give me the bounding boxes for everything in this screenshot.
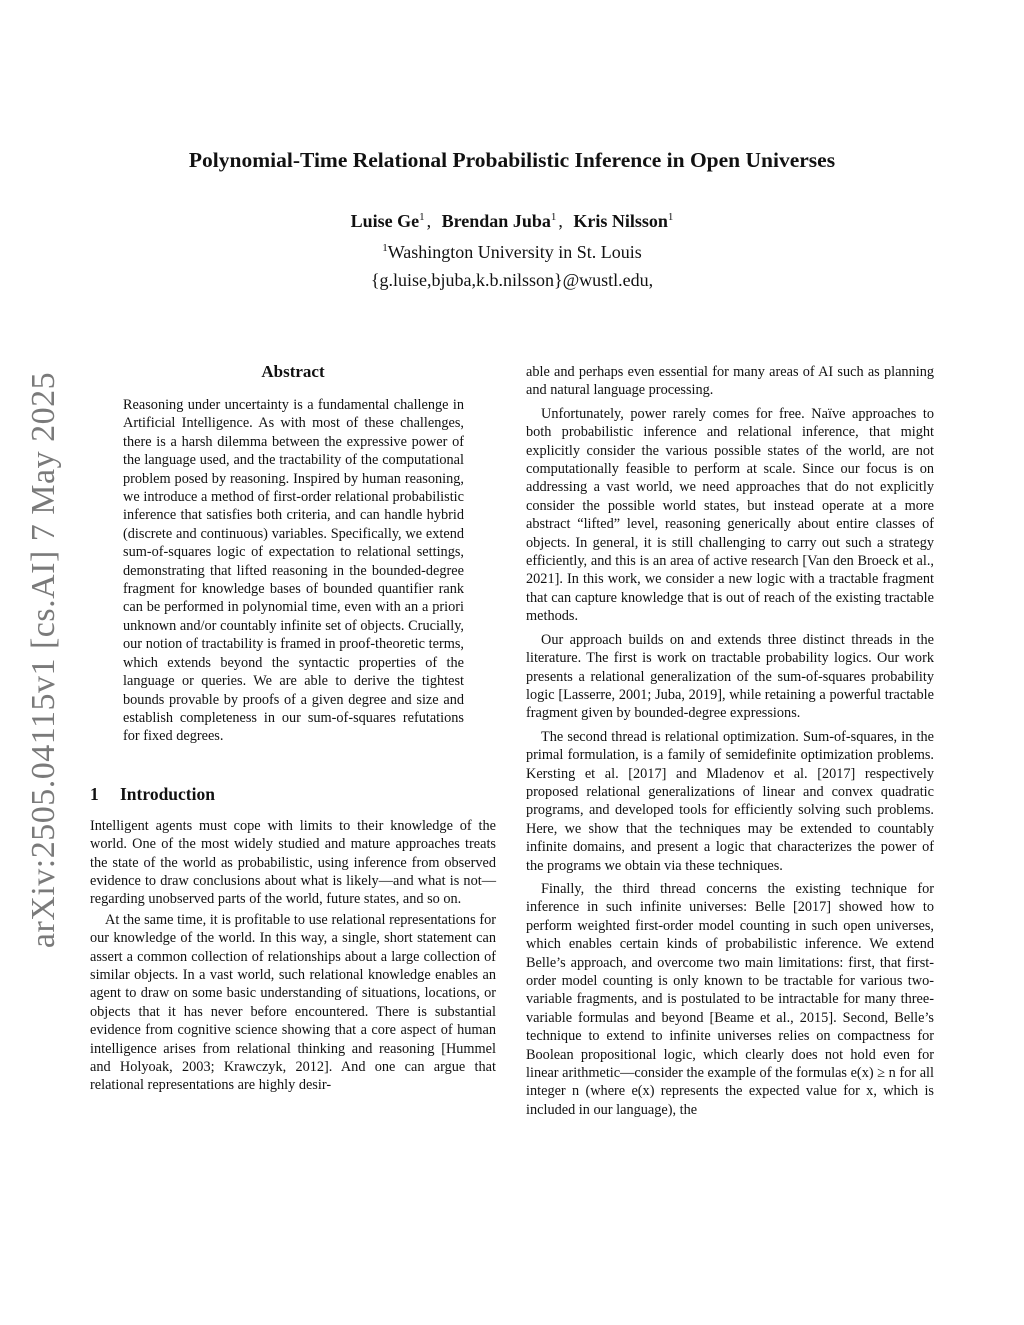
author-affil-mark: 1	[419, 211, 425, 223]
author-name: Luise Ge	[350, 211, 420, 231]
left-column	[90, 362, 496, 1095]
right-column	[526, 363, 934, 1119]
section-heading-introduction	[90, 784, 496, 805]
paper-title: Polynomial-Time Relational Probabilistic Inference in Open Universes	[188, 148, 836, 172]
author-name: Brendan Juba	[441, 211, 551, 231]
arxiv-stamp: arXiv:2505.04115v1 [cs.AI] 7 May 2025	[25, 371, 62, 949]
affiliation	[0, 242, 1024, 263]
section-number: 1	[90, 783, 99, 804]
affiliation-text: Washington University in St. Louis	[387, 242, 642, 262]
abstract-heading: Abstract	[261, 362, 325, 381]
section-title: Introduction	[120, 783, 215, 804]
intro-paragraph-2: At the same time, it is profitable to use relational representations for our knowledge of the world. In this way, a single, short statement can assert a common collection of relationships about a large collection of similar objects. In a vast world, such relational knowledge enables an agent to draw on some basic understanding of situations, locations, or objects that it has never before encountered. There is substantial evidence from cognitive science showing that a core aspect of human intelligence arises from relational thinking and reasoning [Hummel and Holyoak, 2003; Krawczyk, 2012]. And one can argue that relational representations are highly desir-	[90, 911, 496, 1094]
abstract-text: Reasoning under uncertainty is a fundamental challenge in Artificial Intelligence. As with most of these challenges, there is a harsh dilemma between the expressive power of the language used, and the tractability of the computational problem posed by reasoning. Inspired by human reasoning, we introduce a method of first-order relational probabilistic inference that satisfies both criteria, and can handle hybrid (discrete and continuous) variables. Specifically, we extend sum-of-squares logic of expectation to relational settings, demonstrating that lifted reasoning in the bounded-degree fragment for knowledge bases of bounded quantifier rank can be performed in polynomial time, even with an a priori unknown and/or countably infinite set of objects. Crucially, our notion of tractability is framed in proof-theoretic terms, which extends beyond the syntactic properties of the language or queries. We are able to derive the tightest bounds provable by proofs of a given degree and size and establish completeness in our sum-of-squares refutations for fixed degrees.	[123, 397, 464, 745]
author-emails: {g.luise,bjuba,k.b.nilsson}@wustl.edu,	[370, 270, 654, 290]
body-paragraph-4: The second thread is relational optimization. Sum-of-squares, in the primal formulation, is a family of semidefinite optimization problems. Kersting et al. [2017] and Mladenov et al. [2017] respectively proposed relational generalizations of linear and convex quadratic programs, and developed tools for efficiently solving such problems. Here, we show that the techniques may be extended to countably infinite domains, and present a logic that characterizes the power of the programs we obtain via these techniques.	[526, 728, 934, 874]
body-paragraph-1: able and perhaps even essential for many areas of AI such as planning and natural language processing.	[526, 364, 934, 399]
intro-paragraph-1: Intelligent agents must cope with limits to their knowledge of the world. One of the most widely studied and mature approaches treats the state of the world as probabilistic, using inference from observed evidence to draw conclusions about what is likely—and what is not—regarding unobserved parts of the world, future states, and so on.	[90, 817, 496, 908]
author-name: Kris Nilsson	[573, 211, 668, 231]
author-affil-mark: 1	[667, 211, 674, 223]
author-list: Luise Ge$^1$ , Brendan Juba$^1$ , Kris Nilsson$^1$	[350, 211, 674, 231]
body-paragraph-5: Finally, the third thread concerns the existing technique for inference in such infinite universes: Belle [2017] showed how to perform weighted first-order model counting in such open universes, which enables certain kinds of probabilistic inference. We extend Belle’s approach, and overcome two main limitations: first, that first-order model counting is only known to be tractable for various two-variable fragments, and is postulated to be intractable for many three-variable formulas and beyond [Beame et al., 2015]. Second, Belle’s technique to extend to infinite universes relies on compactness for Boolean propositional logic, which clearly does not hold even for linear arithmetic—consider the example of the formulas e(x) ≥ n for all integer n (where e(x) represents the expected value for x, which is included in our language), the	[526, 880, 934, 1118]
body-paragraph-2: Unfortunately, power rarely comes for free. Naïve approaches to both probabilistic inference and relational inference, that might explicitly consider the various possible states of the world, are not computationally feasible to perform at scale. Since our focus is on addressing a vast world, we need approaches that do not explicitly consider the possible world states, but instead operate at a more abstract “lifted” level, reasoning generically about entire classes of objects. In general, it is still challenging to carry out such a strategy efficiently, and this is an area of active research [Van den Broeck et al., 2021]. In this work, we consider a new logic with a tractable fragment that can capture knowledge that is out of reach of the existing tractable methods.	[526, 405, 934, 625]
affiliation-mark: 1	[382, 242, 388, 254]
author-affil-mark: 1	[550, 211, 557, 223]
body-paragraph-3: Our approach builds on and extends three distinct threads in the literature. The first is work on tractable probability logics. Our work presents a relational generalization of the sum-of-squares probability logic [Lasserre, 2001; Juba, 2019], while retaining a powerful tractable fragment given by bounded-degree expressions.	[526, 631, 934, 722]
